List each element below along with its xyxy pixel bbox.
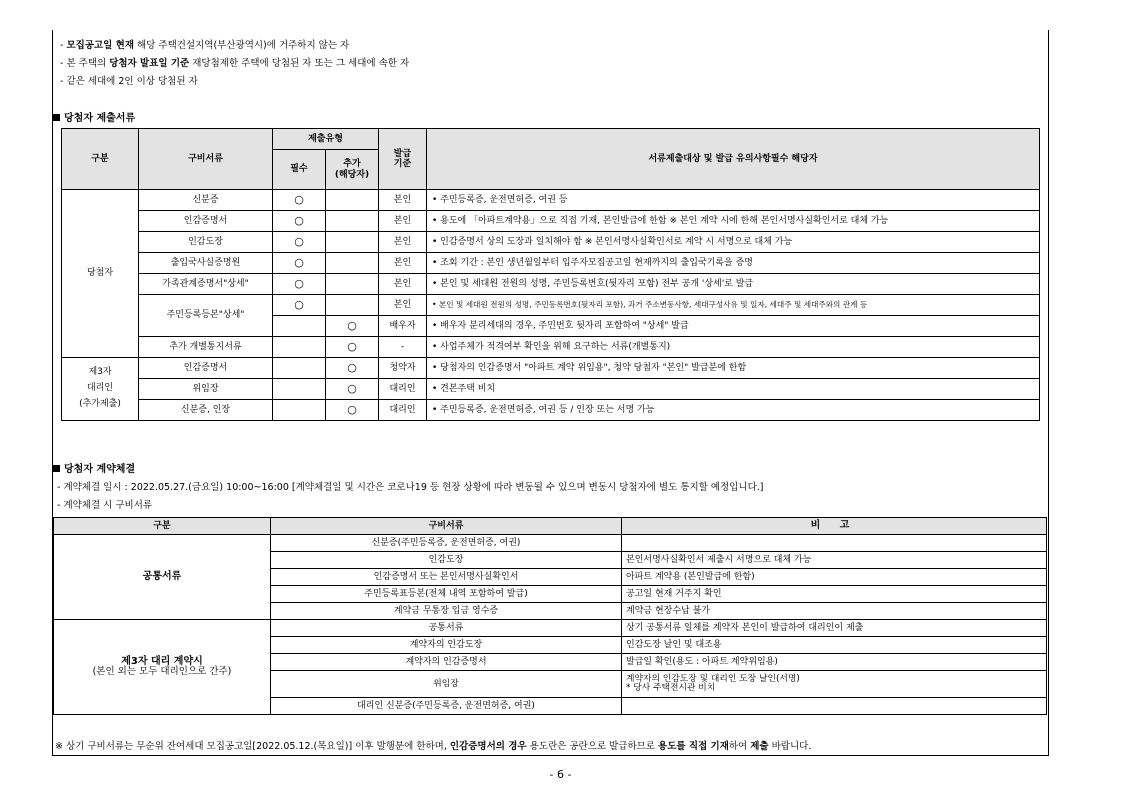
table-row: 주민등록표등본(전체 내역 포함하여 발급) 공고일 현재 거주지 확인 bbox=[54, 586, 1047, 603]
table-row: 가족관계증명서"상세" ○ 본인 • 본인 및 세대원 전원의 성명, 주민등록번호(뒷자리 포함) 전부 공개 '상세'로 발급 bbox=[62, 274, 1040, 295]
table-row: 제3자 대리 계약시 (본인 외는 모두 대리인으로 간주) 공통서류 상기 공통서류 일체를 계약자 본인이 발급하여 대리인이 제출 bbox=[54, 620, 1047, 637]
table-row: 공통서류 신분증(주민등록증, 운전면허증, 여권) bbox=[54, 535, 1047, 552]
footnote: ※ 상기 구비서류는 무순위 잔여세대 모집공고일[2022.05.12.(목요일)] 이후 발행분에 한하며, 인감증명서의 경우 용도란은 공란으로 발급하므로 용도를 직접 기재하여 제출 바랍니다. bbox=[55, 741, 812, 752]
square-bullet-icon bbox=[53, 114, 60, 121]
table-row: 계약금 무통장 입금 영수증 계약금 현장수납 불가 bbox=[54, 603, 1047, 620]
th2-note: 비 고 bbox=[622, 518, 1047, 535]
contract-docs-table bbox=[53, 517, 1047, 715]
group-third-party-contract: 제3자 대리 계약시 (본인 외는 모두 대리인으로 간주) bbox=[54, 620, 271, 715]
group-common: 공통서류 bbox=[54, 535, 271, 620]
group-winner: 당첨자 bbox=[62, 190, 139, 358]
table-row: 제3자 대리인 (추가제출) 인감증명서 ○ 청약자 • 당첨자의 인감증명서 "아파트 계약 위임용", 청약 당첨자 "본인" 발급분에 한함 bbox=[62, 358, 1040, 379]
table-row: 인감증명서 ○ 본인 • 용도에 「아파트계약용」으로 직접 기재, 본인발급에 한함 ※ 본인 계약 시에 한해 본인서명사실확인서로 대체 가능 bbox=[62, 211, 1040, 232]
intro-line-3: - 같은 세대에 2인 이상 당첨된 자 bbox=[60, 76, 198, 87]
group-third-party: 제3자 대리인 (추가제출) bbox=[62, 358, 139, 421]
section-title-winner-docs: 당첨자 제출서류 bbox=[53, 109, 135, 124]
square-bullet-icon bbox=[53, 465, 60, 472]
contract-docs-line: - 계약체결 시 구비서류 bbox=[57, 500, 153, 511]
table-row: 출입국사실증명원 ○ 본인 • 조회 기간 : 본인 생년월일부터 입주자모집공고일 현재까지의 출입국기록을 증명 bbox=[62, 253, 1040, 274]
th2-doc: 구비서류 bbox=[271, 518, 622, 535]
intro-line-2: - 본 주택의 당첨자 발표일 기준 재당첨제한 주택에 당첨된 자 또는 그 세대에 속한 자 bbox=[60, 58, 410, 69]
table-row: 계약자의 인감증명서 발급일 확인(용도 : 아파트 계약위임용) bbox=[54, 654, 1047, 671]
th-additional: 추가 (해당자) bbox=[326, 150, 379, 190]
table-row: 신분증, 인장 ○ 대리인 • 주민등록증, 운전면허증, 여권 등 / 인장 또는 서명 가능 bbox=[62, 400, 1040, 421]
th-type: 제출유형 bbox=[273, 129, 379, 150]
contract-datetime-line: - 계약체결 일시 : 2022.05.27.(금요일) 10:00~16:00 [계약체결일 및 시간은 코로나19 등 현장 상황에 따라 변동될 수 있으며 변동시 당첨자에 별도 통지할 예정입니다.] bbox=[57, 482, 764, 493]
table-row: 주민등록등본"상세" ○ 본인 • 본인 및 세대원 전원의 성명, 주민등록번호(뒷자리 포함), 과거 주소변동사항, 세대구성사유 및 일자, 세대주 및 세대주와의 관계 등 bbox=[62, 295, 1040, 316]
table-row: 인감도장 본인서명사실확인서 제출시 서명으로 대체 가능 bbox=[54, 552, 1047, 569]
table-row: 인감증명서 또는 본인서명사실확인서 아파트 계약용 (본인발급에 한함) bbox=[54, 569, 1047, 586]
th2-group: 구분 bbox=[54, 518, 271, 535]
th-issue: 발급 기준 bbox=[379, 129, 427, 190]
th-group: 구분 bbox=[62, 129, 139, 190]
th-desc: 서류제출대상 및 발급 유의사항필수 해당자 bbox=[427, 129, 1040, 190]
th-doc: 구비서류 bbox=[139, 129, 273, 190]
table-row: 계약자의 인감도장 인감도장 날인 및 대조용 bbox=[54, 637, 1047, 654]
intro-line-1: - 모집공고일 현재 해당 주택건설지역(부산광역시)에 거주하지 않는 자 bbox=[60, 40, 350, 51]
page-number: - 6 - bbox=[549, 768, 572, 781]
table-row: 대리인 신분증(주민등록증, 운전면허증, 여권) bbox=[54, 698, 1047, 715]
table-row: 위임장 계약자의 인감도장 및 대리인 도장 날인(서명) * 당사 주택전시관 비치 bbox=[54, 671, 1047, 698]
table-row: 추가 개별통지서류 ○ - • 사업주체가 적격여부 확인을 위해 요구하는 서류(개별통지) bbox=[62, 337, 1040, 358]
table-row: 인감도장 ○ 본인 • 인감증명서 상의 도장과 일치해야 함 ※ 본인서명사실확인서로 계약 시 서명으로 대체 가능 bbox=[62, 232, 1040, 253]
table-row: 위임장 ○ 대리인 • 견본주택 비치 bbox=[62, 379, 1040, 400]
table-row: 당첨자 신분증 ○ 본인 • 주민등록증, 운전면허증, 여권 등 bbox=[62, 190, 1040, 211]
winner-docs-table bbox=[61, 128, 1040, 421]
th-required: 필수 bbox=[273, 150, 326, 190]
table-row: ○ 배우자 • 배우자 분리세대의 경우, 주민번호 뒷자리 포함하여 "상세" 발급 bbox=[62, 316, 1040, 337]
section-title-contract: 당첨자 계약체결 bbox=[53, 460, 135, 475]
